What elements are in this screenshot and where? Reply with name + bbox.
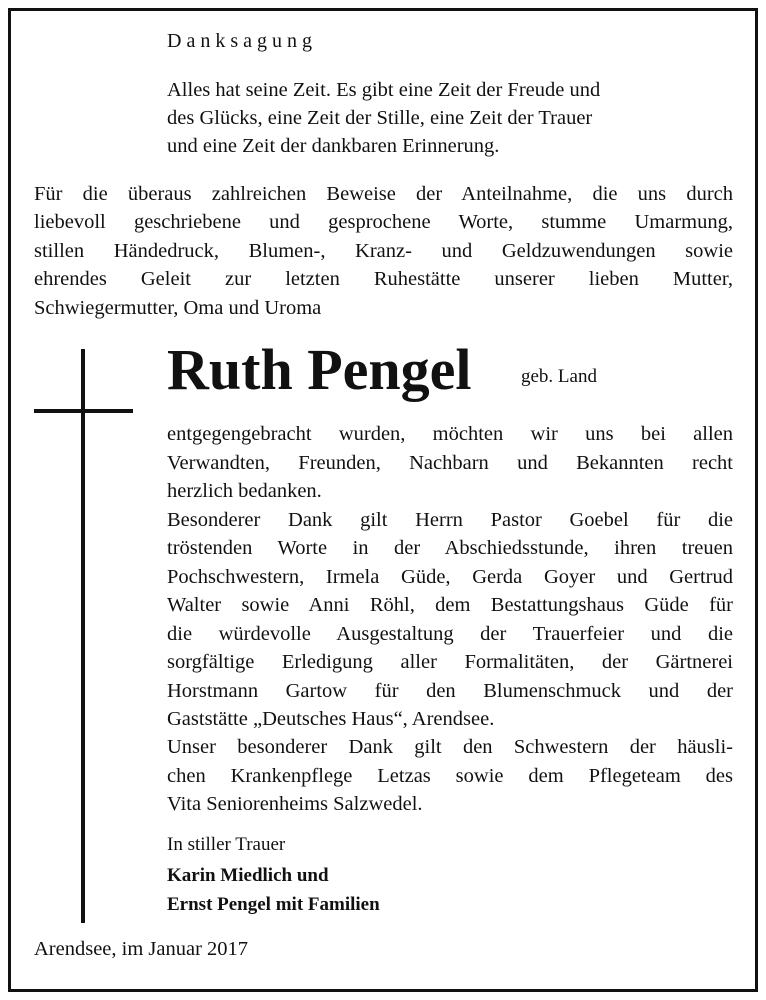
notice-heading: Danksagung — [167, 30, 317, 52]
intro-line: Schwiegermutter, Oma und Uroma — [34, 297, 322, 319]
cross-icon-bar — [34, 409, 133, 413]
motto-line: und eine Zeit der dankbaren Erinnerung. — [167, 135, 500, 157]
body-line: herzlich bedanken. — [167, 480, 322, 502]
body-line: Horstmann Gartow für den Blumenschmuck und der — [167, 680, 733, 702]
body-line: sorgfältige Erledigung aller Formalitäten, der Gärtnerei — [167, 651, 733, 673]
body-line: tröstenden Worte in der Abschiedsstunde, ihren treuen — [167, 537, 733, 559]
body-line: Unser besonderer Dank gilt den Schwestern der häusli- — [167, 736, 733, 758]
body-line: die würdevolle Ausgestaltung der Trauerfeier und die — [167, 623, 733, 645]
closing-phrase: In stiller Trauer — [167, 834, 286, 855]
body-line: chen Krankenpflege Letzas sowie dem Pflegeteam des — [167, 765, 733, 787]
body-line: Verwandten, Freunden, Nachbarn und Bekannten recht — [167, 452, 733, 474]
maiden-name: geb. Land — [521, 366, 597, 387]
cross-icon — [81, 349, 85, 923]
intro-line: ehrendes Geleit zur letzten Ruhestätte unserer lieben Mutter, — [34, 268, 733, 290]
intro-line: Für die überaus zahlreichen Beweise der Anteilnahme, die uns durch — [34, 183, 733, 205]
signatory: Ernst Pengel mit Familien — [167, 894, 380, 915]
place-date: Arendsee, im Januar 2017 — [34, 938, 249, 960]
intro-line: stillen Händedruck, Blumen-, Kranz- und Geldzuwendungen sowie — [34, 240, 733, 262]
deceased-name: Ruth Pengel — [167, 337, 472, 402]
signatory: Karin Miedlich und — [167, 865, 329, 886]
body-line: Walter sowie Anni Röhl, dem Bestattungshaus Güde für — [167, 594, 733, 616]
body-line: entgegengebracht wurden, möchten wir uns bei allen — [167, 423, 733, 445]
body-line: Pochschwestern, Irmela Güde, Gerda Goyer und Gertrud — [167, 566, 733, 588]
body-line: Gaststätte „Deutsches Haus“, Arendsee. — [167, 708, 495, 730]
motto-line: Alles hat seine Zeit. Es gibt eine Zeit der Freude und — [167, 79, 601, 101]
intro-line: liebevoll geschriebene und gesprochene Worte, stumme Umarmung, — [34, 211, 733, 233]
body-line: Besonderer Dank gilt Herrn Pastor Goebel für die — [167, 509, 733, 531]
body-line: Vita Seniorenheims Salzwedel. — [167, 793, 423, 815]
motto-line: des Glücks, eine Zeit der Stille, eine Zeit der Trauer — [167, 107, 593, 129]
